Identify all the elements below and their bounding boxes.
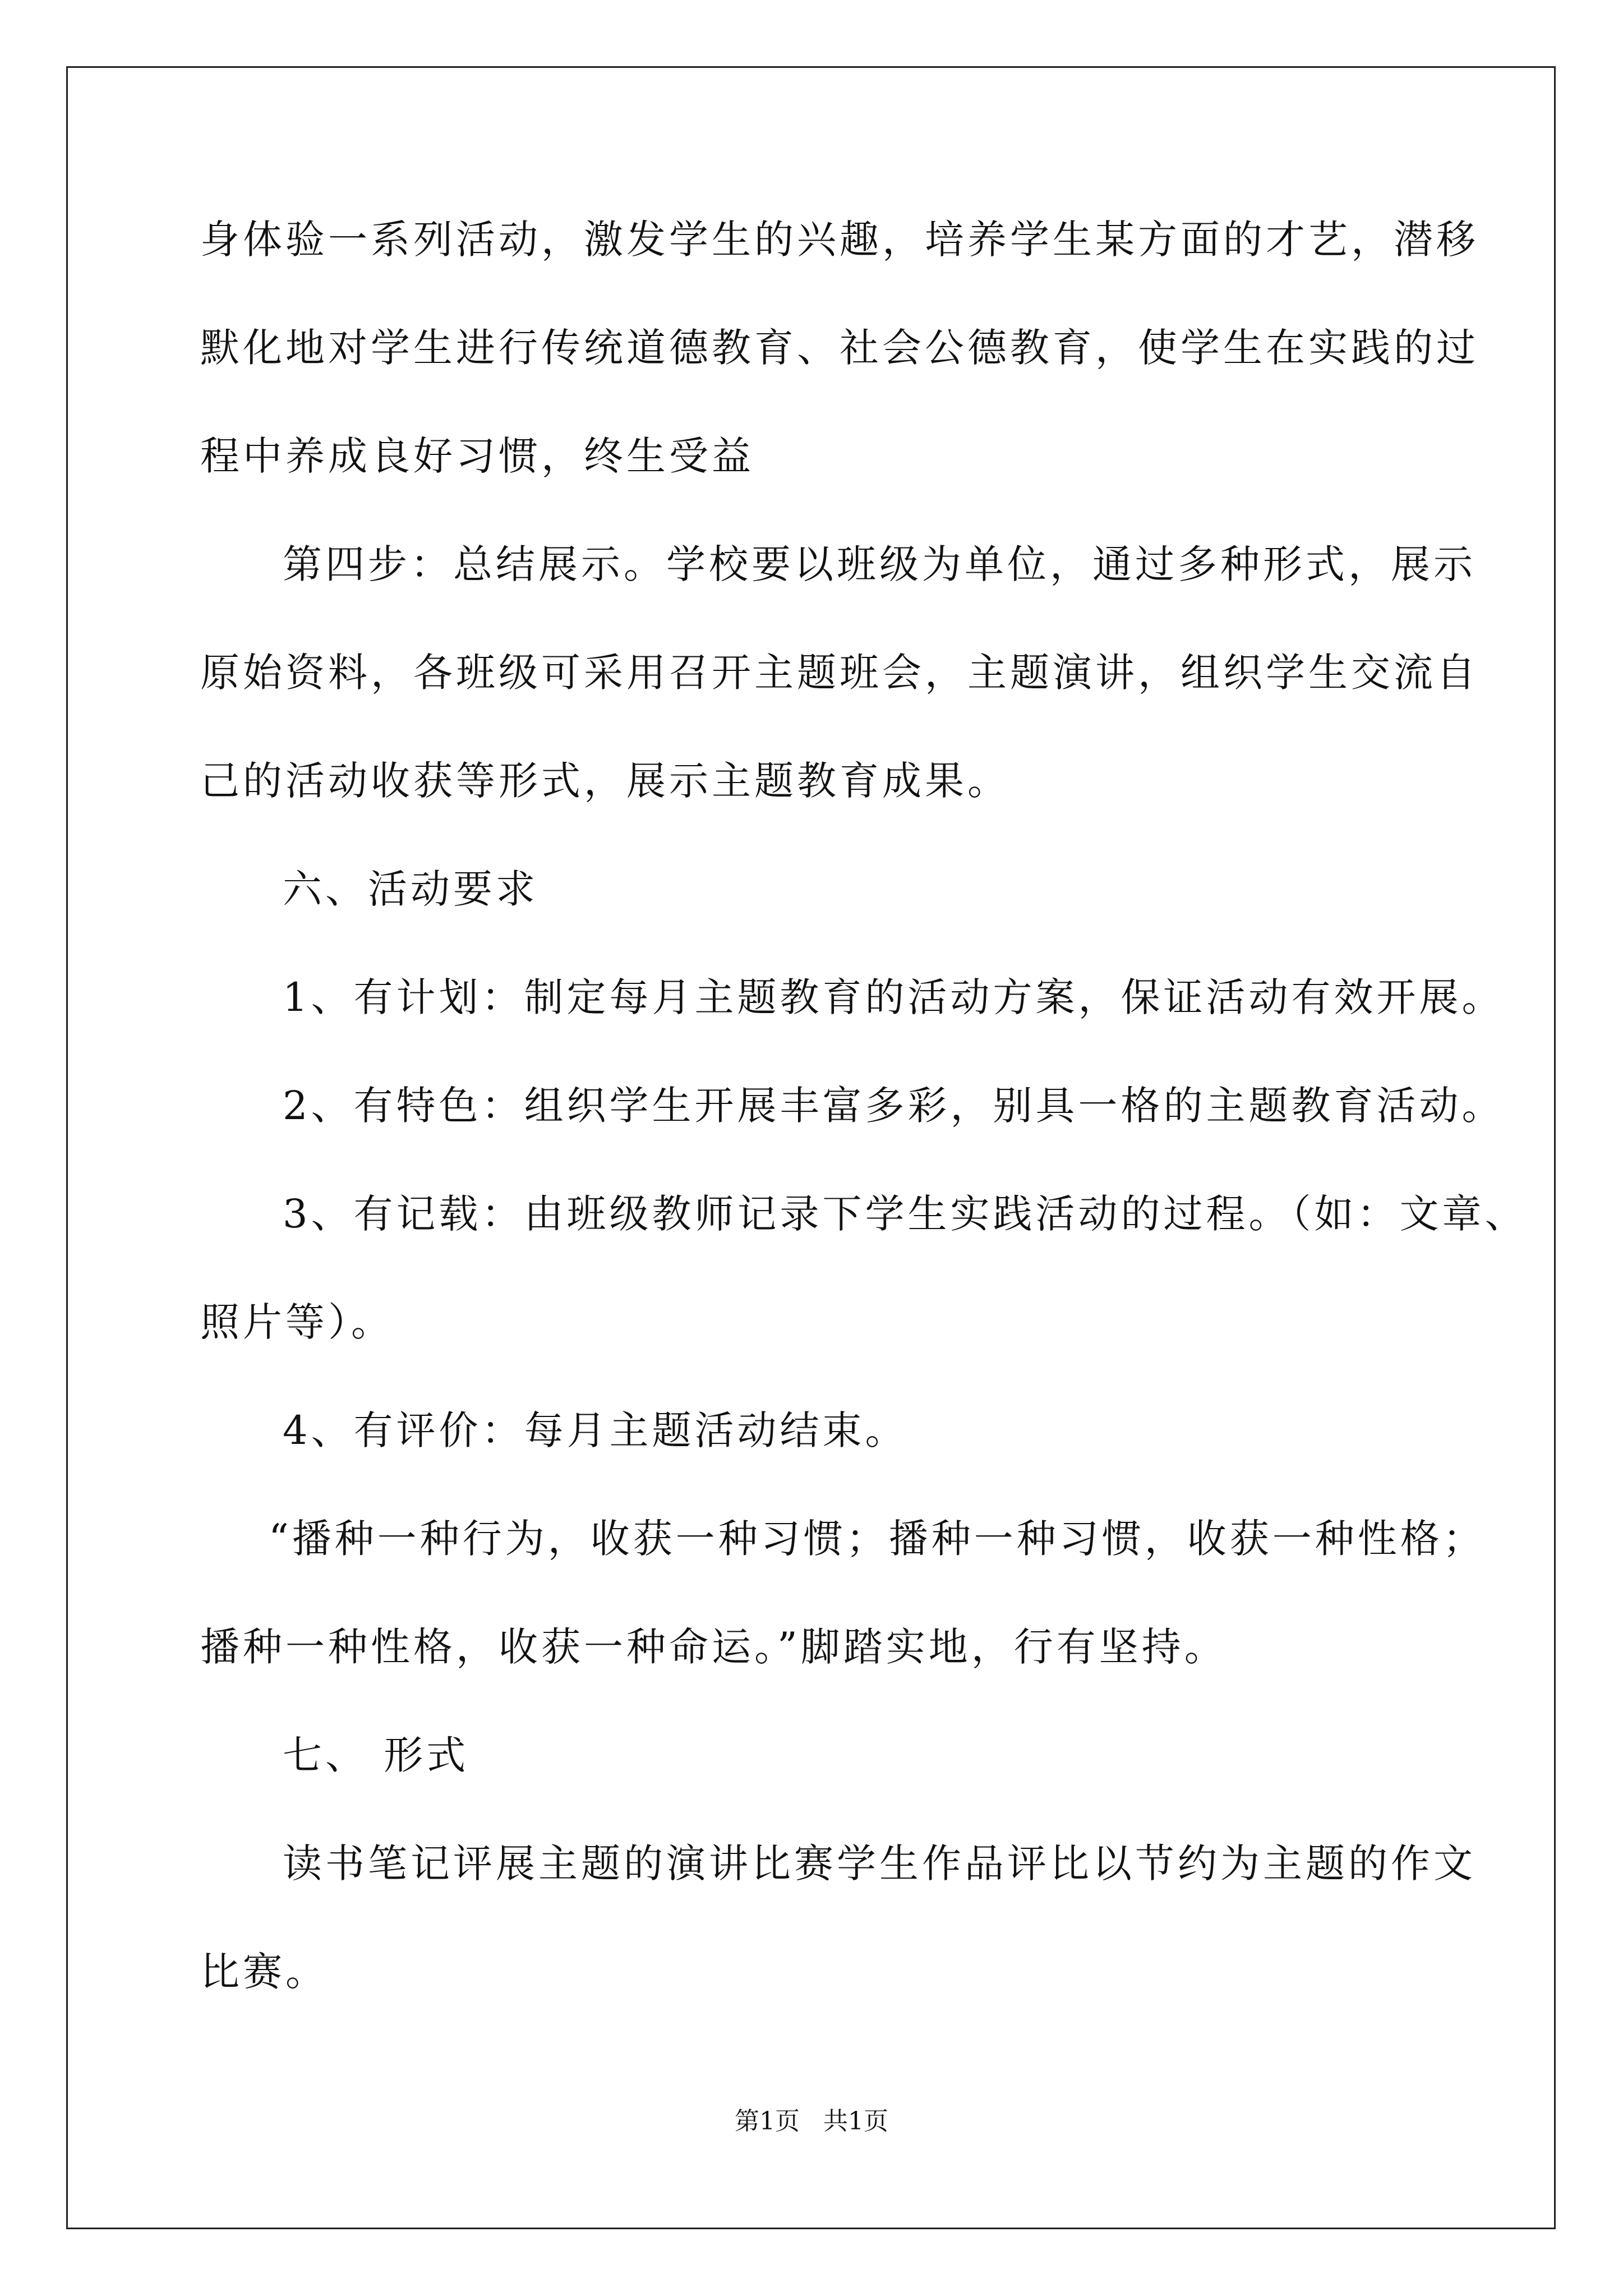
- requirement-item-1: 1、有计划：制定每月主题教育的活动方案，保证活动有效开展。: [283, 974, 1505, 1020]
- document-body: [200, 206, 1528, 2046]
- requirement-item-2: 2、有特色：组织学生开展丰富多彩，别具一格的主题教育活动。: [283, 1083, 1505, 1129]
- text-line: 程中养成良好习惯，终生受益: [200, 433, 754, 479]
- paragraph-step-four: 第四步：总结展示。学校要以班级为单位，通过多种形式，展示: [283, 541, 1476, 587]
- section-heading-form: 七、 形式: [283, 1732, 469, 1778]
- text-line: 己的活动收获等形式，展示主题教育成果。: [200, 758, 1010, 804]
- page-number-footer: 第1页 共1页: [735, 2107, 888, 2136]
- requirement-item-3: 3、有记载：由班级教师记录下学生实践活动的过程。（如：文章、: [283, 1191, 1528, 1237]
- section-heading-requirements: 六、活动要求: [283, 866, 538, 912]
- text-line: 照片等）。: [200, 1299, 394, 1345]
- text-line: 原始资料，各班级可采用召开主题班会，主题演讲，组织学生交流自: [200, 650, 1479, 696]
- form-paragraph: 读书笔记评展主题的演讲比赛学生作品评比以节约为主题的作文: [283, 1841, 1476, 1887]
- quote-line: “播种一种行为，收获一种习惯；播种一种习惯，收获一种性格；: [269, 1516, 1486, 1562]
- text-line: 身体验一系列活动，激发学生的兴趣，培养学生某方面的才艺，潜移: [200, 217, 1479, 263]
- text-line: 默化地对学生进行传统道德教育、社会公德教育，使学生在实践的过: [200, 325, 1479, 371]
- text-line: 比赛。: [200, 1949, 328, 1995]
- requirement-item-4: 4、有评价：每月主题活动结束。: [283, 1407, 908, 1453]
- text-line: 播种一种性格，收获一种命运。”脚踏实地，行有坚持。: [200, 1624, 1227, 1670]
